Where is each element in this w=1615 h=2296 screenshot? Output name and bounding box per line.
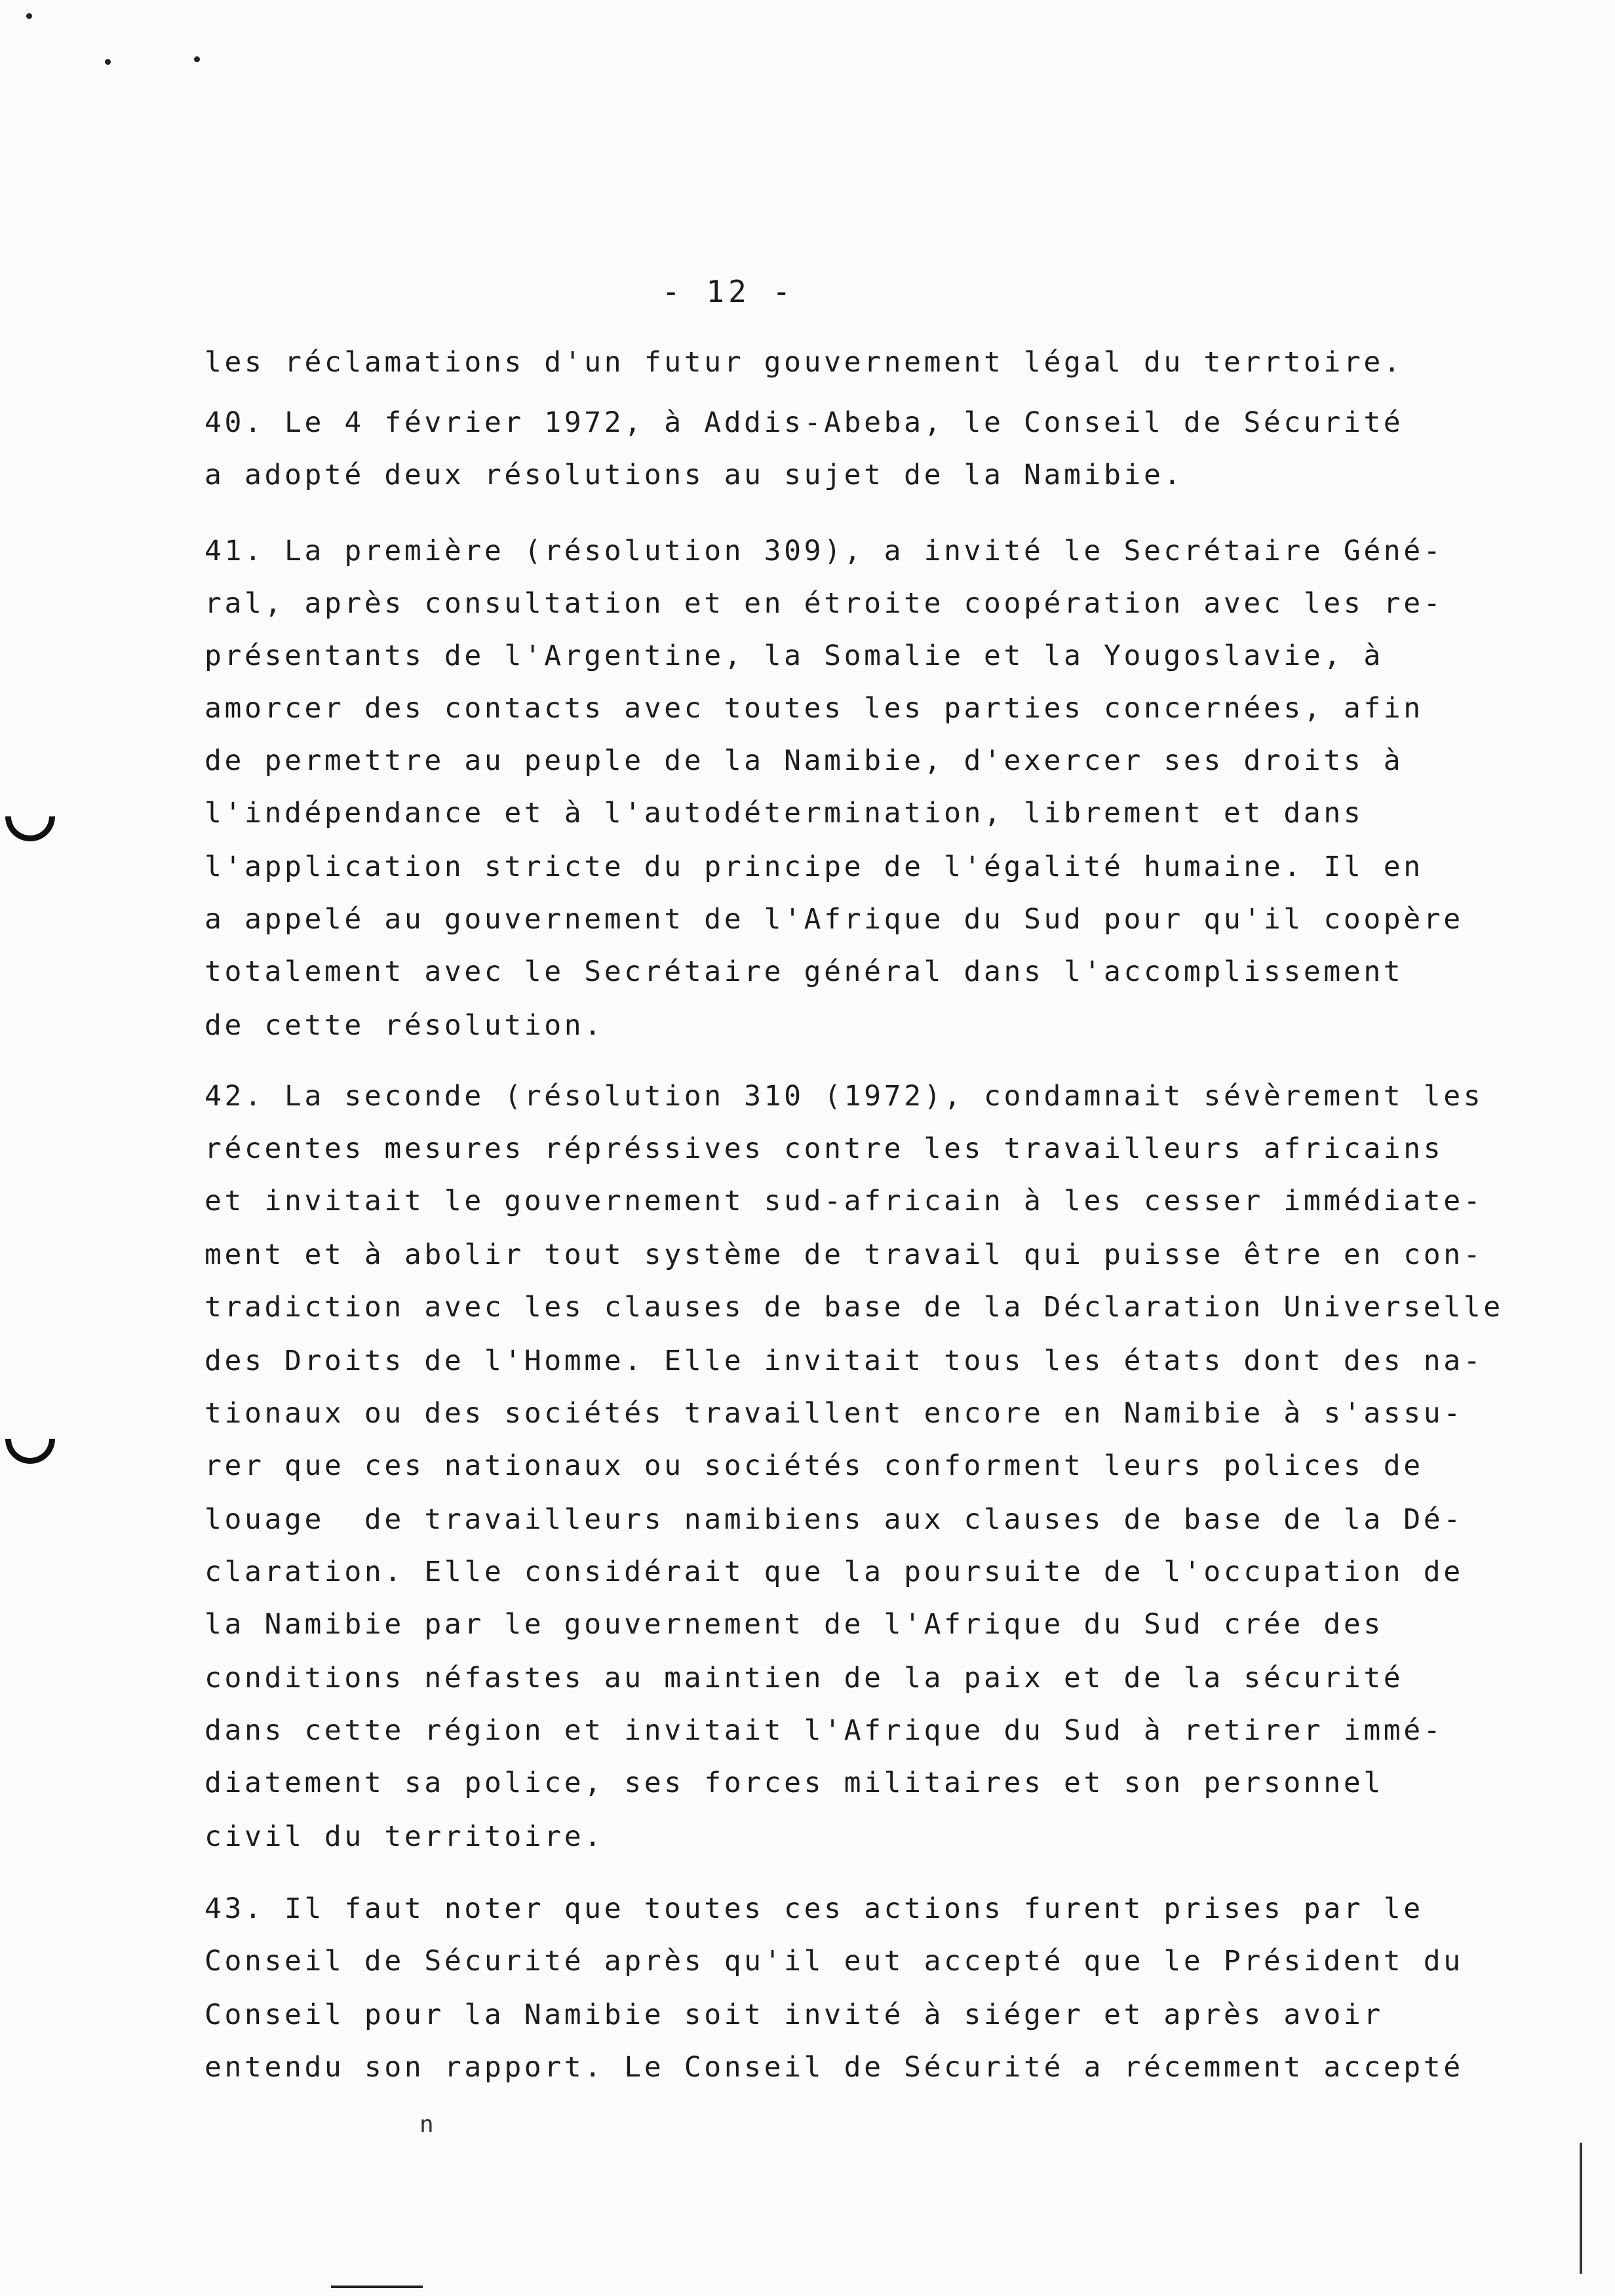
paragraph-41-line: 41. La première (résolution 309), a invité le Secrétaire Géné- [204,535,1444,567]
paragraph-41-line: l'indépendance et à l'autodétermination, librement et dans [204,797,1364,830]
paragraph-41-line: l'application stricte du principe de l'égalité humaine. Il en [204,851,1424,883]
paragraph-42-line: des Droits de l'Homme. Elle invitait tous les états dont des na- [204,1345,1484,1377]
paragraph-42-line: rer que ces nationaux ou sociétés conforment leurs polices de [204,1449,1424,1482]
edge-mark [1580,2143,1582,2274]
paragraph-42-line: tionaux ou des sociétés travaillent encore en Namibie à s'assu- [204,1397,1464,1430]
paragraph-41-line: a appelé au gouvernement de l'Afrique du Sud pour qu'il coopère [204,903,1464,936]
paragraph-43-line: 43. Il faut noter que toutes ces actions furent prises par le [204,1892,1424,1925]
punch-hole-mark [0,781,66,851]
paragraph-41-line: présentants de l'Argentine, la Somalie et la Yougoslavie, à [204,640,1384,672]
paragraph-41-line: de cette résolution. [204,1009,604,1042]
paragraph-42-line: la Namibie par le gouvernement de l'Afrique du Sud crée des [204,1608,1384,1641]
paragraph-40-line: 40. Le 4 février 1972, à Addis-Abeba, le Conseil de Sécurité [204,406,1404,439]
page-number: - 12 - [662,274,795,309]
paragraph-43-line: Conseil pour la Namibie soit invité à siéger et après avoir [204,1999,1384,2031]
footer-mark: n [419,2111,434,2138]
paragraph-42-line: récentes mesures répréssives contre les travailleurs africains [204,1132,1444,1165]
paragraph-42-line: diatement sa police, ses forces militaires et son personnel [204,1767,1384,1799]
paragraph-42-line: ment et à abolir tout système de travail qui puisse être en con- [204,1238,1484,1271]
scan-speck [194,56,200,62]
paragraph-42-line: claration. Elle considérait que la poursuite de l'occupation de [204,1556,1464,1588]
paragraph-43-line: entendu son rapport. Le Conseil de Sécurité a récemment accepté [204,2051,1464,2084]
paragraph-42-line: dans cette région et invitait l'Afrique du Sud à retirer immé- [204,1714,1444,1747]
paragraph-42-line: 42. La seconde (résolution 310 (1972), condamnait sévèrement les [204,1080,1484,1113]
paragraph-42-line: conditions néfastes au maintien de la paix et de la sécurité [204,1662,1404,1694]
paragraph-41-line: amorcer des contacts avec toutes les parties concernées, afin [204,692,1424,725]
scan-speck [26,13,32,19]
paragraph-43-line: Conseil de Sécurité après qu'il eut accepté que le Président du [204,1945,1464,1978]
footer-rule [331,2286,423,2288]
punch-hole-mark [0,1404,66,1474]
paragraph-41-line: ral, après consultation et en étroite coopération avec les re- [204,587,1444,620]
scan-speck [105,59,111,65]
paragraph-40-line: a adopté deux résolutions au sujet de la Namibie. [204,459,1184,491]
paragraph-42-line: tradiction avec les clauses de base de la Déclaration Universelle [204,1291,1504,1324]
paragraph-42-line: louage de travailleurs namibiens aux clauses de base de la Dé- [204,1503,1464,1536]
paragraph-41-line: de permettre au peuple de la Namibie, d'exercer ses droits à [204,744,1404,777]
paragraph-42-line: et invitait le gouvernement sud-africain à les cesser immédiate- [204,1185,1484,1217]
paragraph-41-line: totalement avec le Secrétaire général dans l'accomplissement [204,955,1404,988]
text-line: les réclamations d'un futur gouvernement légal du terrtoire. [204,346,1404,379]
paragraph-42-line: civil du territoire. [204,1820,604,1853]
